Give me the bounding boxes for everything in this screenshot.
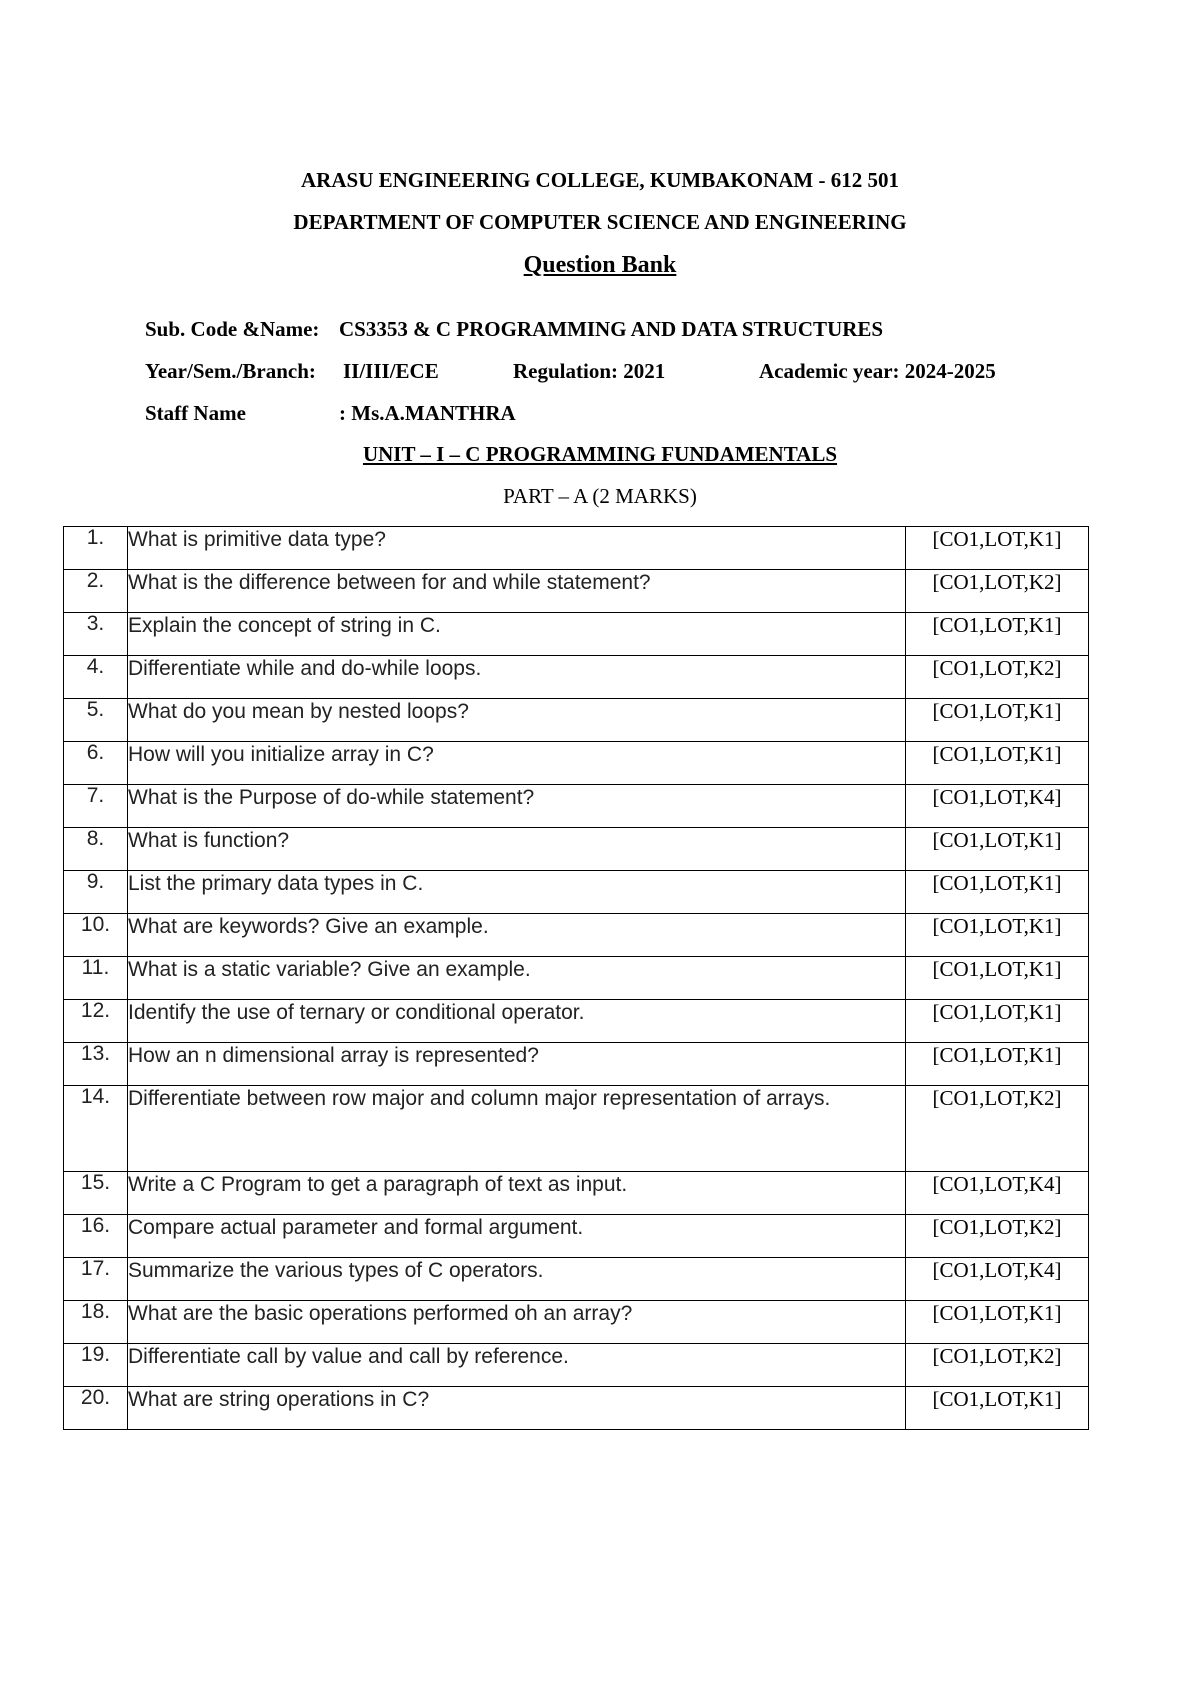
question-text: What is function?	[128, 829, 290, 852]
question-text: What are keywords? Give an example.	[128, 915, 489, 938]
question-text: What is a static variable? Give an example.	[128, 958, 531, 981]
college-name: ARASU ENGINEERING COLLEGE, KUMBAKONAM - 612 501	[301, 168, 899, 192]
question-number: 1.	[64, 527, 128, 570]
question-text: What is primitive data type?	[128, 528, 386, 551]
subject-value: CS3353 & C PROGRAMMING AND DATA STRUCTURES	[339, 317, 884, 341]
course-outcome: [CO1,LOT,K1]	[906, 828, 1089, 871]
question-text: Differentiate between row major and column major representation of arrays.	[128, 1087, 831, 1110]
question-number: 8.	[64, 828, 128, 871]
question-number: 18.	[64, 1301, 128, 1344]
course-outcome: [CO1,LOT,K2]	[906, 656, 1089, 699]
staff-label: Staff Name	[145, 401, 246, 425]
question-text: What is the difference between for and while statement?	[128, 571, 651, 594]
unit-title: UNIT – I – C PROGRAMMING FUNDAMENTALS	[362, 442, 838, 466]
course-outcome: [CO1,LOT,K1]	[906, 613, 1089, 656]
question-text: Compare actual parameter and formal argument.	[128, 1216, 584, 1239]
course-outcome: [CO1,LOT,K4]	[906, 785, 1089, 828]
question-number: 7.	[64, 785, 128, 828]
question-cell	[128, 1086, 906, 1172]
question-text: Summarize the various types of C operators.	[128, 1259, 544, 1282]
question-text: List the primary data types in C.	[128, 872, 424, 895]
course-outcome: [CO1,LOT,K1]	[906, 957, 1089, 1000]
question-number: 14.	[64, 1086, 128, 1172]
course-outcome: [CO1,LOT,K2]	[906, 1344, 1089, 1387]
question-text: What are string operations in C?	[128, 1388, 430, 1411]
course-outcome: [CO1,LOT,K2]	[906, 570, 1089, 613]
course-outcome: [CO1,LOT,K1]	[906, 914, 1089, 957]
course-outcome: [CO1,LOT,K2]	[906, 1215, 1089, 1258]
course-outcome: [CO1,LOT,K1]	[906, 1000, 1089, 1043]
question-text: Identify the use of ternary or conditional operator.	[128, 1001, 585, 1024]
subject-label: Sub. Code &Name:	[145, 317, 320, 341]
question-number: 12.	[64, 1000, 128, 1043]
question-number: 4.	[64, 656, 128, 699]
department-name: DEPARTMENT OF COMPUTER SCIENCE AND ENGINEERING	[293, 210, 907, 234]
question-text: How an n dimensional array is represented?	[128, 1044, 539, 1067]
document-title: Question Bank	[523, 252, 677, 278]
question-cell	[128, 1387, 906, 1430]
question-text: Differentiate while and do-while loops.	[128, 657, 482, 680]
part-title: PART – A (2 MARKS)	[503, 484, 697, 508]
question-number: 16.	[64, 1215, 128, 1258]
course-outcome: [CO1,LOT,K1]	[906, 1043, 1089, 1086]
question-number: 20.	[64, 1387, 128, 1430]
question-text: What is the Purpose of do-while statement?	[128, 786, 535, 809]
staff-value: : Ms.A.MANTHRA	[339, 401, 516, 425]
table-row	[64, 1387, 1089, 1430]
academic-year: Academic year: 2024-2025	[759, 359, 996, 383]
question-number: 17.	[64, 1258, 128, 1301]
question-number: 6.	[64, 742, 128, 785]
question-number: 9.	[64, 871, 128, 914]
year-value: II/III/ECE	[343, 359, 439, 383]
question-text: What do you mean by nested loops?	[128, 700, 469, 723]
question-number: 13.	[64, 1043, 128, 1086]
course-outcome: [CO1,LOT,K4]	[906, 1258, 1089, 1301]
table-row	[64, 1086, 1089, 1172]
course-outcome: [CO1,LOT,K1]	[906, 871, 1089, 914]
course-outcome: [CO1,LOT,K1]	[906, 699, 1089, 742]
question-number: 10.	[64, 914, 128, 957]
course-outcome: [CO1,LOT,K2]	[906, 1086, 1089, 1172]
course-outcome: [CO1,LOT,K1]	[906, 1387, 1089, 1430]
question-number: 3.	[64, 613, 128, 656]
course-outcome: [CO1,LOT,K1]	[906, 1301, 1089, 1344]
questions-table	[63, 526, 1089, 1430]
question-text: Explain the concept of string in C.	[128, 614, 441, 637]
question-number: 2.	[64, 570, 128, 613]
question-number: 5.	[64, 699, 128, 742]
question-text: Differentiate call by value and call by reference.	[128, 1345, 569, 1368]
course-outcome: [CO1,LOT,K4]	[906, 1172, 1089, 1215]
year-label: Year/Sem./Branch:	[145, 359, 316, 383]
question-text: How will you initialize array in C?	[128, 743, 434, 766]
question-text: What are the basic operations performed oh an array?	[128, 1302, 633, 1325]
course-outcome: [CO1,LOT,K1]	[906, 527, 1089, 570]
question-number: 19.	[64, 1344, 128, 1387]
course-outcome: [CO1,LOT,K1]	[906, 742, 1089, 785]
question-number: 11.	[64, 957, 128, 1000]
question-text: Write a C Program to get a paragraph of text as input.	[128, 1173, 628, 1196]
regulation: Regulation: 2021	[513, 359, 666, 383]
question-number: 15.	[64, 1172, 128, 1215]
